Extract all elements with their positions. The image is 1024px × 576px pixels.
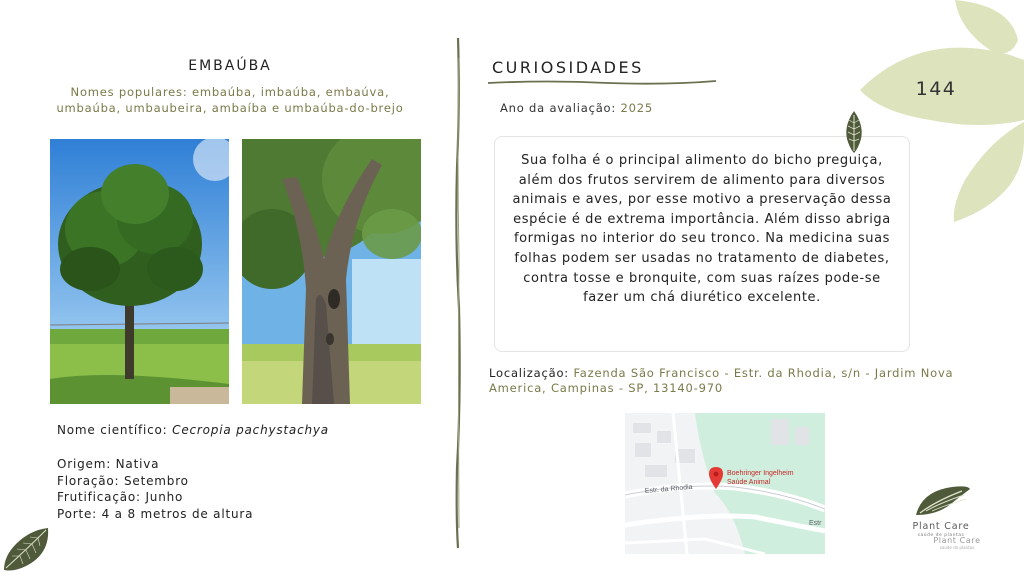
fact-fruiting: Frutificação: Junho (57, 490, 184, 504)
fact-origin: Origem: Nativa (57, 457, 160, 471)
fact-size: Porte: 4 a 8 metros de altura (57, 506, 254, 521)
scientific-name-label: Nome científico: (57, 423, 168, 437)
logo-name: Plant Care (912, 521, 970, 532)
map-road-label-2: Estr (809, 520, 822, 527)
logo-tagline-ghost: saúde de plantas (939, 545, 975, 550)
plant-facts (57, 456, 253, 522)
evaluation-label: Ano da avaliação: (500, 101, 617, 115)
location-label: Localização: (489, 366, 569, 380)
fact-flowering: Floração: Setembro (57, 473, 189, 488)
location-map[interactable] (625, 413, 825, 554)
map-road-label: Estr. da Rhodia (644, 483, 693, 495)
logo-name-ghost: Plant Care (933, 536, 981, 545)
popular-names: Nomes populares: embaúba, imbaúba, embaúva, umbaúba, umbaubeira, ambaíba e umbaúba-do-brejo (56, 85, 404, 115)
scientific-name (57, 423, 329, 437)
plant-care-logo-icon (912, 485, 972, 519)
vertical-divider (452, 38, 464, 548)
curiosities-text: Sua folha é o principal alimento do bicho preguiça, além dos frutos servirem de alimento para diversos animais e aves, por esse motivo a preservação dessa espécie é de extrema importância. Além disso abriga formigas no interior do seu tronco. Na medicina suas folhas podem ser usadas no tratamento de diabetes, contra tosse e bronquite, com suas raízes pode-se fazer um chá diurético excelente. (512, 153, 892, 306)
page-number-badge: 144 (915, 78, 957, 100)
location (489, 366, 989, 396)
plant-title: EMBAÚBA (188, 58, 272, 74)
tree-photo-full (50, 139, 229, 404)
tree-trunk-photo (242, 139, 421, 404)
map-poi-subtitle: Saúde Animal (727, 479, 771, 486)
location-value: Fazenda São Francisco - Estr. da Rhodia, s/n - Jardim Nova America, Campinas - SP, 13140-970 (489, 366, 954, 395)
scientific-name-value: Cecropia pachystachya (172, 423, 329, 437)
logo-tagline: saúde de plantas (917, 533, 965, 538)
leaf-icon-bottom-left (2, 526, 50, 572)
map-poi-name: Boehringer Ingelheim (727, 470, 794, 477)
evaluation-value: 2025 (620, 101, 654, 115)
curiosities-title: CURIOSIDADES (492, 58, 644, 77)
evaluation-year (500, 101, 653, 115)
title-underline (488, 78, 718, 88)
